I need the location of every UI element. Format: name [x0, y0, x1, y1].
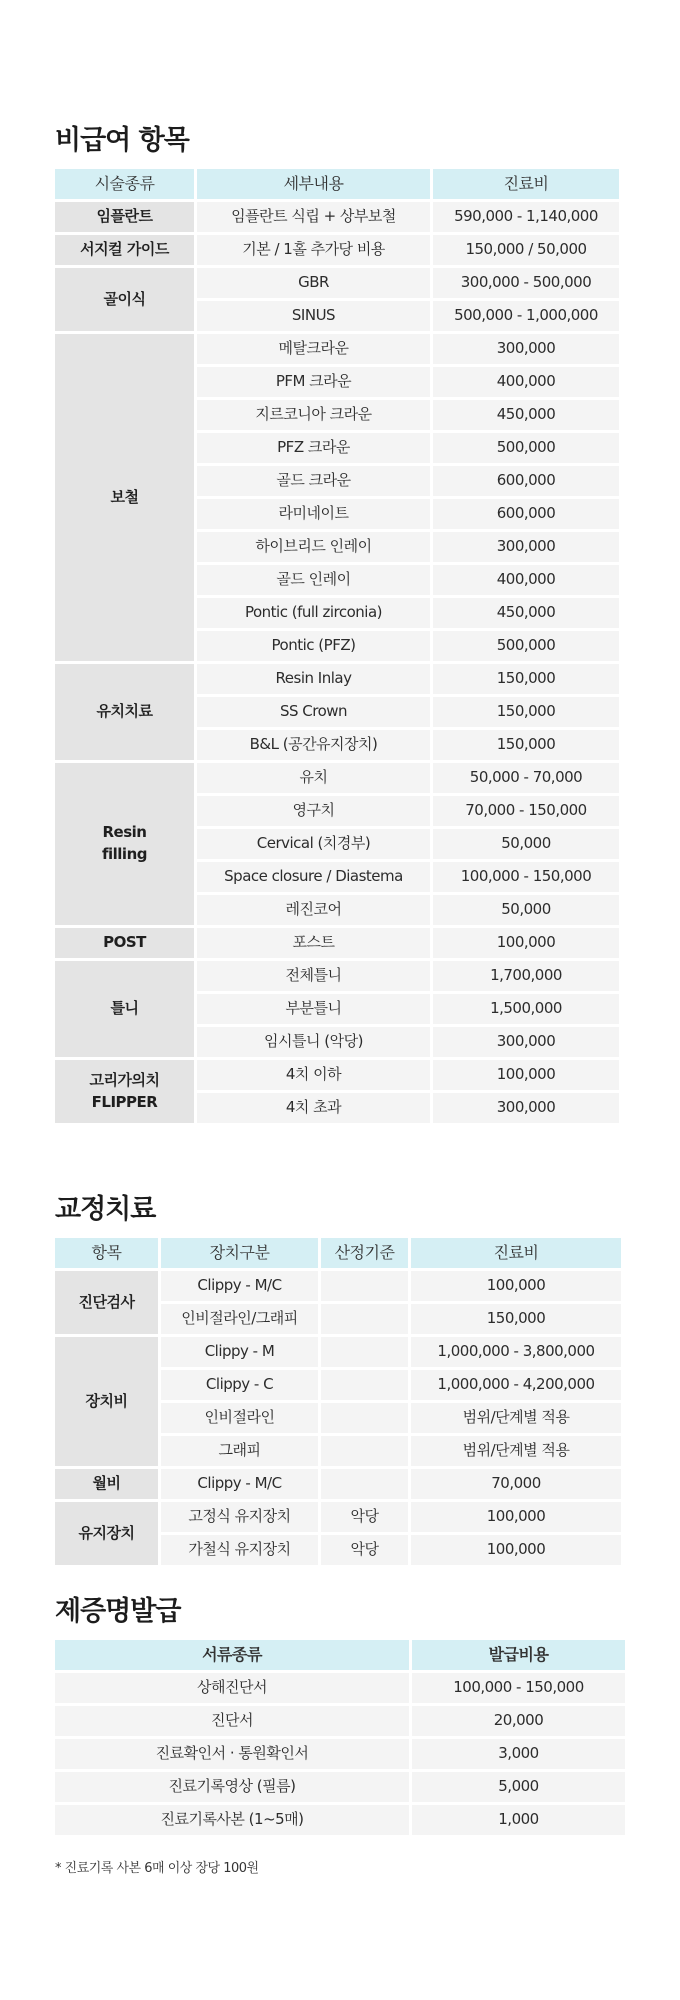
detail-cell: 악당 — [321, 1535, 408, 1565]
price-cell: 70,000 - 150,000 — [433, 796, 619, 826]
price-cell: 400,000 — [433, 565, 619, 595]
certificate-table — [55, 1640, 625, 1835]
detail-cell: 골드 인레이 — [197, 565, 430, 595]
detail-cell: 인비절라인/그래피 — [161, 1304, 318, 1334]
detail-cell — [321, 1403, 408, 1433]
category-cell: 고리가의치 FLIPPER — [55, 1060, 194, 1123]
non-covered-table — [55, 169, 619, 1123]
detail-cell: SINUS — [197, 301, 430, 331]
category-cell: 임플란트 — [55, 202, 194, 232]
detail-cell: 포스트 — [197, 928, 430, 958]
detail-cell: 기본 / 1홀 추가당 비용 — [197, 235, 430, 265]
header-cell: 진료비 — [433, 169, 619, 199]
detail-cell: 레진코어 — [197, 895, 430, 925]
category-cell: 진단검사 — [55, 1271, 158, 1334]
ortho-table — [55, 1238, 621, 1598]
detail-cell: 진단서 — [55, 1706, 409, 1736]
price-cell: 100,000 — [433, 928, 619, 958]
price-cell: 100,000 - 150,000 — [433, 862, 619, 892]
header-cell: 진료비 — [411, 1238, 621, 1268]
price-cell: 500,000 — [433, 433, 619, 463]
price-cell: 범위/단계별 적용 — [411, 1436, 621, 1466]
detail-cell: 그래피 — [161, 1436, 318, 1466]
price-cell: 50,000 — [433, 829, 619, 859]
detail-cell: 라미네이트 — [197, 499, 430, 529]
detail-cell: 임시틀니 (악당) — [197, 1027, 430, 1057]
price-cell: 500,000 — [433, 631, 619, 661]
detail-cell: Clippy - M — [161, 1337, 318, 1367]
price-cell: 450,000 — [433, 400, 619, 430]
price-cell: 50,000 — [433, 895, 619, 925]
price-cell: 70,000 — [411, 1469, 621, 1499]
detail-cell: 인비절라인 — [161, 1403, 318, 1433]
detail-cell: 하이브리드 인레이 — [197, 532, 430, 562]
section-title-non-covered: 비급여 항목 — [55, 125, 189, 156]
detail-cell: Resin Inlay — [197, 664, 430, 694]
category-cell: 골이식 — [55, 268, 194, 331]
detail-cell: GBR — [197, 268, 430, 298]
detail-cell: Pontic (full zirconia) — [197, 598, 430, 628]
detail-cell: Space closure / Diastema — [197, 862, 430, 892]
price-cell: 20,000 — [412, 1706, 625, 1736]
detail-cell: SS Crown — [197, 697, 430, 727]
price-cell: 600,000 — [433, 499, 619, 529]
price-cell: 150,000 / 50,000 — [433, 235, 619, 265]
section-title-ortho: 교정치료 — [55, 1194, 156, 1225]
detail-cell — [321, 1337, 408, 1367]
price-cell: 590,000 - 1,140,000 — [433, 202, 619, 232]
header-cell: 장치구분 — [161, 1238, 318, 1268]
header-cell: 세부내용 — [197, 169, 430, 199]
detail-cell: PFZ 크라운 — [197, 433, 430, 463]
price-cell: 100,000 — [411, 1502, 621, 1532]
detail-cell: 4치 이하 — [197, 1060, 430, 1090]
category-cell: 서지컬 가이드 — [55, 235, 194, 265]
price-cell: 300,000 — [433, 1093, 619, 1123]
category-cell: 틀니 — [55, 961, 194, 1057]
price-cell: 1,000 — [412, 1805, 625, 1835]
footnote: * 진료기록 사본 6매 이상 장당 100원 — [55, 1861, 259, 1876]
price-cell: 100,000 — [433, 1060, 619, 1090]
detail-cell: 골드 크라운 — [197, 466, 430, 496]
price-cell: 400,000 — [433, 367, 619, 397]
category-cell: Resin filling — [55, 763, 194, 925]
detail-cell — [321, 1304, 408, 1334]
detail-cell: B&L (공간유지장치) — [197, 730, 430, 760]
price-cell: 150,000 — [411, 1304, 621, 1334]
price-cell: 범위/단계별 적용 — [411, 1403, 621, 1433]
detail-cell: Clippy - M/C — [161, 1271, 318, 1301]
section-title-certificates: 제증명발급 — [55, 1596, 181, 1627]
detail-cell: 상해진단서 — [55, 1673, 409, 1703]
price-cell: 300,000 — [433, 532, 619, 562]
price-cell: 1,000,000 - 3,800,000 — [411, 1337, 621, 1367]
detail-cell: 영구치 — [197, 796, 430, 826]
price-cell: 450,000 — [433, 598, 619, 628]
price-cell: 1,700,000 — [433, 961, 619, 991]
header-cell: 서류종류 — [55, 1640, 409, 1670]
detail-cell: Clippy - C — [161, 1370, 318, 1400]
header-cell: 발급비용 — [412, 1640, 625, 1670]
detail-cell: 가철식 유지장치 — [161, 1535, 318, 1565]
detail-cell — [321, 1436, 408, 1466]
detail-cell: 4치 초과 — [197, 1093, 430, 1123]
price-cell: 500,000 - 1,000,000 — [433, 301, 619, 331]
header-cell: 항목 — [55, 1238, 158, 1268]
price-cell: 150,000 — [433, 730, 619, 760]
price-cell: 100,000 — [411, 1535, 621, 1565]
header-cell: 산정기준 — [321, 1238, 408, 1268]
price-cell: 100,000 — [411, 1271, 621, 1301]
price-cell: 100,000 - 150,000 — [412, 1673, 625, 1703]
detail-cell: Pontic (PFZ) — [197, 631, 430, 661]
category-cell: 보철 — [55, 334, 194, 661]
detail-cell — [321, 1271, 408, 1301]
price-cell: 300,000 — [433, 1027, 619, 1057]
price-cell: 600,000 — [433, 466, 619, 496]
detail-cell: 유치 — [197, 763, 430, 793]
detail-cell: 악당 — [321, 1502, 408, 1532]
detail-cell: 메탈크라운 — [197, 334, 430, 364]
category-cell: 유치치료 — [55, 664, 194, 760]
price-cell: 1,500,000 — [433, 994, 619, 1024]
detail-cell: 지르코니아 크라운 — [197, 400, 430, 430]
category-cell: 유지장치 — [55, 1502, 158, 1565]
price-cell: 5,000 — [412, 1772, 625, 1802]
price-cell: 150,000 — [433, 697, 619, 727]
detail-cell: 진료기록사본 (1~5매) — [55, 1805, 409, 1835]
detail-cell: 부분틀니 — [197, 994, 430, 1024]
detail-cell: Clippy - M/C — [161, 1469, 318, 1499]
detail-cell — [321, 1469, 408, 1499]
detail-cell: 임플란트 식립 + 상부보철 — [197, 202, 430, 232]
detail-cell: PFM 크라운 — [197, 367, 430, 397]
category-cell: 월비 — [55, 1469, 158, 1499]
price-cell: 50,000 - 70,000 — [433, 763, 619, 793]
detail-cell: 진료확인서 · 통원확인서 — [55, 1739, 409, 1769]
detail-cell: 전체틀니 — [197, 961, 430, 991]
detail-cell: 고정식 유지장치 — [161, 1502, 318, 1532]
detail-cell: 진료기록영상 (필름) — [55, 1772, 409, 1802]
price-cell: 300,000 — [433, 334, 619, 364]
price-cell: 1,000,000 - 4,200,000 — [411, 1370, 621, 1400]
category-cell: 장치비 — [55, 1337, 158, 1466]
detail-cell: Cervical (치경부) — [197, 829, 430, 859]
header-cell: 시술종류 — [55, 169, 194, 199]
price-cell: 3,000 — [412, 1739, 625, 1769]
detail-cell — [321, 1370, 408, 1400]
category-cell: POST — [55, 928, 194, 958]
price-cell: 300,000 - 500,000 — [433, 268, 619, 298]
price-cell: 150,000 — [433, 664, 619, 694]
